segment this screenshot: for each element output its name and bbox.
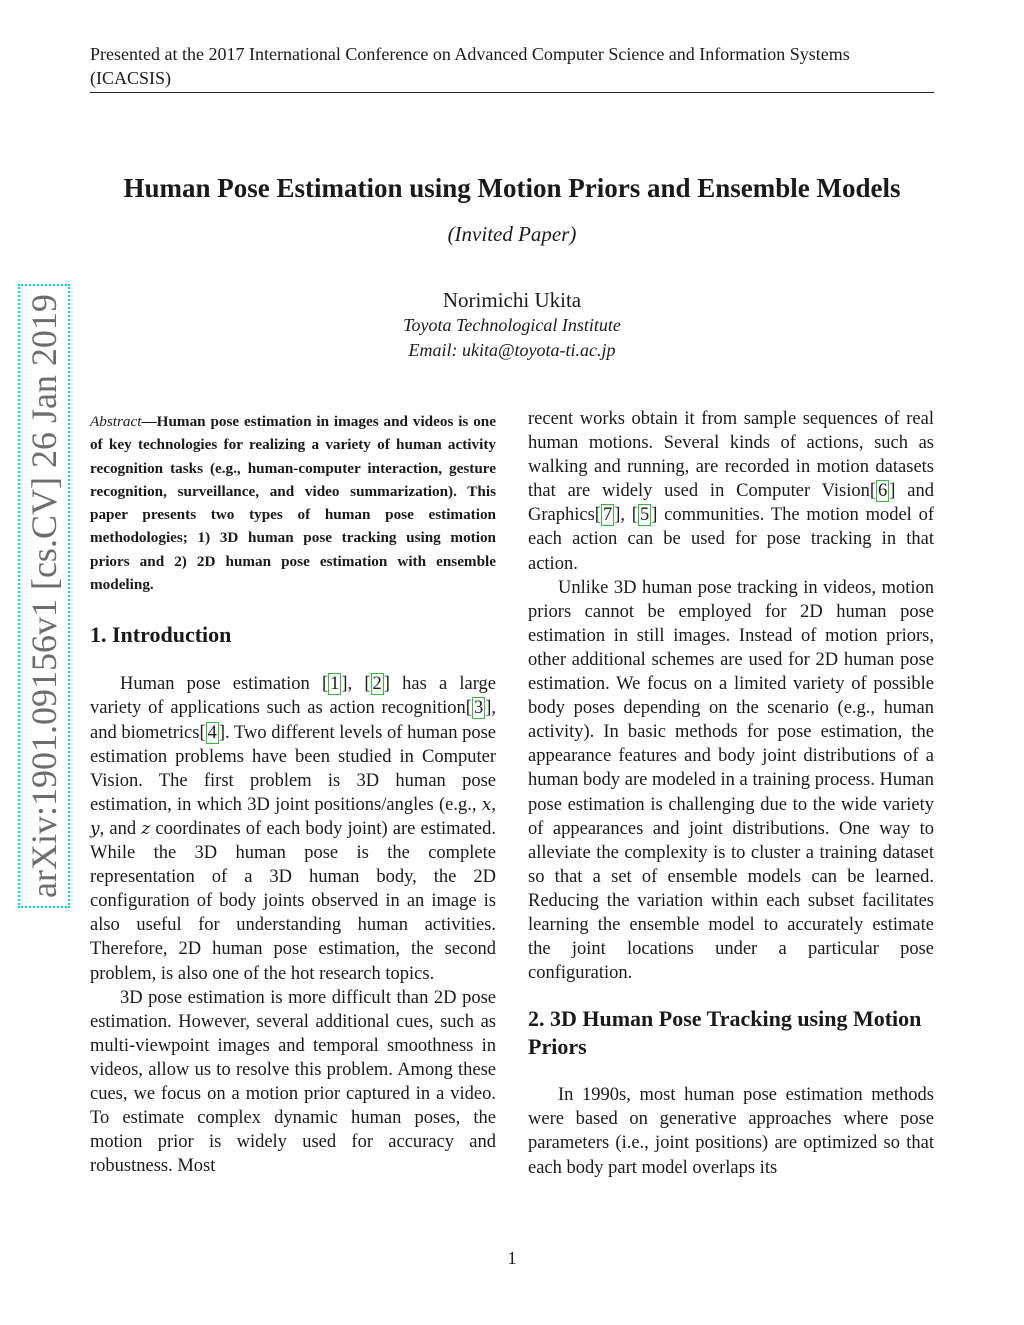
text-run: ], [ bbox=[341, 674, 371, 695]
math-z: z bbox=[141, 818, 151, 839]
page-number: 1 bbox=[507, 1248, 517, 1268]
text-run: ] communities. The motion model of each action can be used for pose tracking in that action. bbox=[528, 505, 935, 574]
citation-link[interactable]: 4 bbox=[207, 722, 217, 743]
conference-header: Presented at the 2017 International Conference on Advanced Computer Science and Information Systems (ICACSIS) bbox=[90, 42, 934, 93]
text-run: recent works obtain it from sample sequences of real human motions. Several kinds of actions, such as walking and running, are recorded in motion datasets that are widely used in Computer Vision[ bbox=[528, 409, 934, 502]
author-email: Email: ukita@toyota-ti.ac.jp bbox=[408, 340, 616, 360]
text-run: , bbox=[491, 794, 496, 815]
intro-paragraph-1 bbox=[90, 672, 496, 985]
text-run: ], [ bbox=[614, 505, 638, 526]
section2-paragraph-1: In 1990s, most human pose estimation methods were based on generative approaches where pose parameters (i.e., joint positions) are optimized so that each body part model overlaps its bbox=[528, 1085, 934, 1178]
text-run: ] has a large variety of applications such as action recognition[ bbox=[90, 674, 497, 719]
abstract-label: Abstract bbox=[90, 413, 142, 430]
citation-link[interactable]: 6 bbox=[878, 481, 888, 502]
paper-subtitle: (Invited Paper) bbox=[447, 222, 577, 246]
left-column bbox=[90, 410, 496, 1178]
paper-title: Human Pose Estimation using Motion Priors and Ensemble Models bbox=[123, 173, 901, 203]
text-run: ] and Graphics[ bbox=[528, 481, 934, 526]
text-run: ], and biometrics[ bbox=[90, 698, 496, 743]
citation-link[interactable]: 1 bbox=[330, 674, 340, 695]
author-name: Norimichi Ukita bbox=[442, 288, 582, 312]
section-heading-3d-pose-tracking: 2. 3D Human Pose Tracking using Motion Priors bbox=[528, 1006, 922, 1060]
citation-link[interactable]: 2 bbox=[372, 674, 382, 695]
citation-link[interactable]: 3 bbox=[473, 698, 484, 719]
citation-link[interactable]: 7 bbox=[602, 505, 613, 526]
right-column bbox=[528, 407, 934, 1180]
section-heading-introduction: 1. Introduction bbox=[90, 622, 232, 648]
math-x: x bbox=[481, 794, 492, 815]
math-y: y bbox=[90, 818, 100, 839]
abstract-text: —Human pose estimation in images and videos is one of key technologies for realizing a variety of human activity recognition tasks (e.g., human-computer interaction, gesture recognition, surveillance, and video summarization). This paper presents two types of human pose estimation methodologies; 1) 3D human pose tracking using motion priors and 2) 2D human pose estimation with ensemble modeling. bbox=[90, 413, 496, 594]
text-run: Human pose estimation [ bbox=[120, 674, 329, 695]
text-run: coordinates of each body joint) are estimated. While the 3D human pose is the complete representation of a 3D human body, the 2D configuration of body joints observed in an image is also useful for understanding human activities. Therefore, 2D human pose estimation, the second problem, is also one of the hot research topics. bbox=[90, 818, 497, 984]
abstract bbox=[90, 410, 496, 596]
right-paragraph-2: Unlike 3D human pose tracking in videos, motion priors cannot be employed for 2D human pose estimation in still images. Instead of motion priors, other additional schemes are used for 2D human pose estimation. We focus on a limited variety of possible body poses depending on the scenario (e.g., human activity). In basic methods for pose estimation, the appearance features and body joint distributions of a human body are modeled in a training process. Human pose estimation is challenging due to the wide variety of appearances and joint distributions. One way to alleviate the complexity is to cluster a training dataset so that a set of ensemble models can be learned. Reducing the variation within each subset facilitates learning the ensemble model to accurately estimate the joint locations under a particular pose configuration. bbox=[528, 577, 934, 984]
right-paragraph-1 bbox=[528, 407, 934, 576]
citation-link[interactable]: 5 bbox=[639, 505, 650, 526]
text-run: , and bbox=[99, 818, 142, 839]
text-run: ]. Two different levels of human pose estimation problems have been studied in Computer Vision. The first problem is 3D human pose estimation, in which 3D joint positions/angles (e.g., bbox=[90, 722, 497, 815]
intro-paragraph-2: 3D pose estimation is more difficult than 2D pose estimation. However, several additional cues, such as multi-viewpoint images and temporal smoothness in videos, allow us to resolve this problem. Among these cues, we focus on a motion prior captured in a video. To estimate complex dynamic human poses, the motion prior is widely used for accuracy and robustness. Most bbox=[90, 987, 496, 1177]
arxiv-stamp: arXiv:1901.09156v1 [cs.CV] 26 Jan 2019 bbox=[18, 284, 70, 908]
affiliation-institute: Toyota Technological Institute bbox=[403, 315, 621, 335]
author-affiliation bbox=[0, 313, 1024, 363]
